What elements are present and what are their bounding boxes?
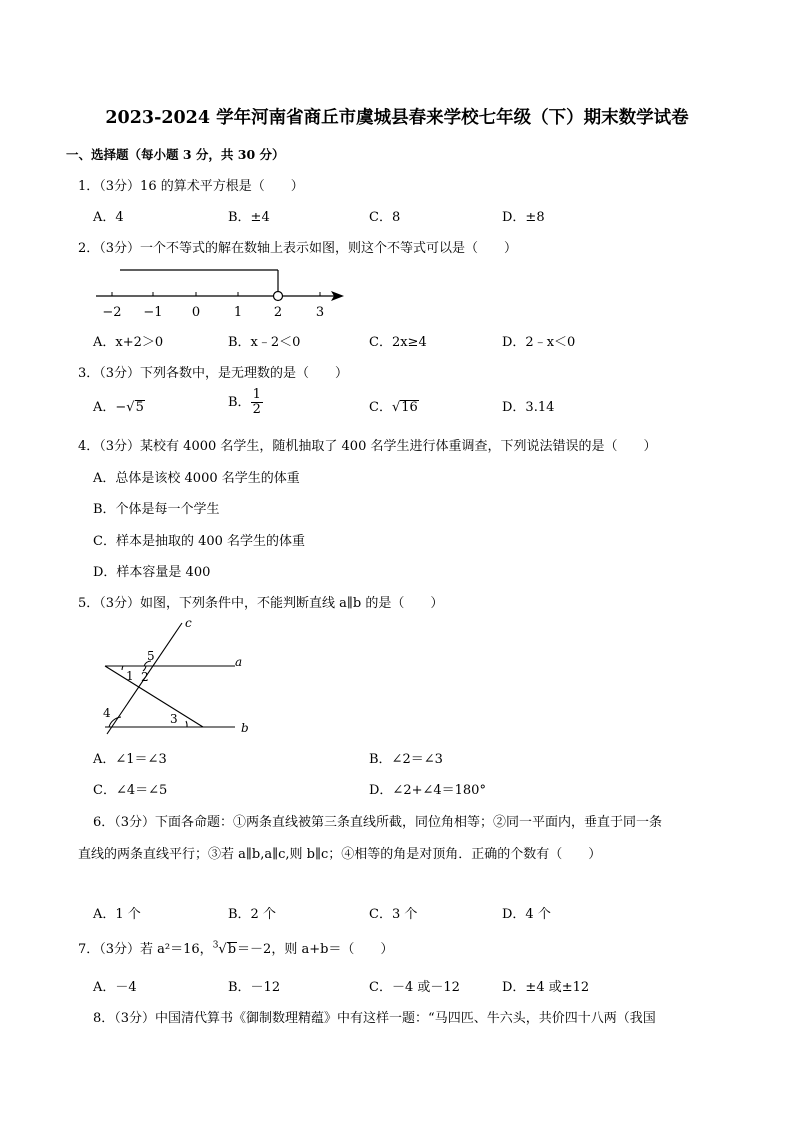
q3-option-c-prefix: C． (369, 400, 392, 415)
label-b: b (241, 721, 249, 735)
q7-stem-suffix: ＝－2，则 a+b＝（ ） (237, 942, 394, 957)
sqrt-sign: √ (391, 400, 401, 415)
q3-option-a-prefix: A．− (93, 400, 127, 415)
question-5-stem: 5．（3分）如图，下列条件中，不能判断直线 a∥b 的是（ ） (78, 596, 444, 611)
open-endpoint (274, 292, 283, 301)
question-6-line-2: 直线的两条直线平行；③若 a∥b,a∥c,则 b∥c；④相等的角是对顶角．正确的个数有（ ） (78, 847, 602, 862)
q3-option-c-radicand: 16 (401, 400, 418, 415)
q5-option-a: A．∠1＝∠3 (93, 752, 167, 767)
label-angle-1: 1 (126, 669, 134, 683)
section-heading-choice: 一、选择题（每小题 3 分，共 30 分） (66, 147, 285, 162)
exam-title: 2023-2024 学年河南省商丘市虞城县春来学校七年级（下）期末数学试卷 (105, 108, 689, 128)
transversal-line (105, 666, 203, 727)
q6-option-c: C．3 个 (369, 907, 418, 922)
question-7-stem (78, 938, 393, 957)
q3-option-a (93, 396, 145, 415)
q7-option-d: D．±4 或±12 (502, 980, 590, 995)
axis-label-1: 1 (233, 305, 243, 320)
q3-option-b-prefix: B． (228, 395, 251, 410)
label-c: c (185, 616, 192, 630)
q3-option-d: D．3.14 (502, 400, 555, 415)
q7-option-c: C．－4 或－12 (369, 980, 460, 995)
q1-option-a: A．4 (93, 210, 124, 225)
q2-option-d: D．2﹣x＜0 (502, 335, 576, 350)
q3-option-b (228, 388, 263, 417)
q1-option-c: C．8 (369, 210, 401, 225)
question-4-stem: 4．（3分）某校有 4000 名学生，随机抽取了 400 名学生进行体重调查，下列说法错误的是（ ） (78, 439, 657, 454)
question-1-stem: 1．（3分）16 的算术平方根是（ ） (78, 179, 304, 194)
fraction-one-half (251, 388, 263, 417)
axis-label-3: 3 (315, 305, 325, 320)
label-angle-3: 3 (170, 712, 178, 726)
q4-option-c: C．样本是抽取的 400 名学生的体重 (93, 534, 306, 549)
axis-label-neg1: −1 (143, 305, 163, 320)
question-2-stem: 2．（3分）一个不等式的解在数轴上表示如图，则这个不等式可以是（ ） (78, 241, 518, 256)
q5-option-c: C．∠4＝∠5 (93, 783, 168, 798)
q7-stem-prefix: 7．（3分）若 a²＝16， (78, 942, 213, 957)
sqrt-sign: √ (126, 400, 135, 415)
cube-root-radicand: b (227, 942, 237, 957)
q1-option-d: D．±8 (502, 210, 545, 225)
q6-option-b: B．2 个 (228, 907, 276, 922)
q4-option-d: D．样本容量是 400 (93, 565, 211, 580)
q6-option-d: D．4 个 (502, 907, 551, 922)
q4-option-b: B．个体是每一个学生 (93, 502, 220, 517)
cube-root-index: 3 (212, 940, 219, 951)
question-6-line-1: 6．（3分）下面各命题：①两条直线被第三条直线所截，同位角相等；②同一平面内，垂直于同一条 (93, 815, 663, 830)
q7-option-b: B．－12 (228, 980, 281, 995)
q5-option-b: B．∠2＝∠3 (369, 752, 443, 767)
label-angle-4: 4 (103, 706, 111, 720)
q2-option-c: C．2x≥4 (369, 335, 427, 350)
q1-option-b: B．±4 (228, 210, 270, 225)
question-3-stem: 3．（3分）下列各数中，是无理数的是（ ） (78, 366, 349, 381)
q3-option-a-radicand: 5 (135, 400, 144, 415)
q5-option-d: D．∠2+∠4＝180° (369, 783, 486, 798)
q6-option-a: A．1 个 (93, 907, 141, 922)
q3-option-c (369, 396, 419, 415)
root-sign: √ (218, 942, 227, 957)
angle-1-arc (122, 666, 123, 670)
label-angle-2: 2 (141, 670, 149, 684)
fraction-numerator: 1 (252, 387, 261, 402)
axis-label-neg2: −2 (102, 305, 122, 320)
number-line-figure (88, 262, 353, 322)
parallel-lines-figure (95, 613, 260, 738)
fraction-denominator: 2 (252, 402, 261, 417)
axis-label-2: 2 (273, 305, 283, 320)
question-8-line-1: 8．（3分）中国清代算书《御制数理精蕴》中有这样一题：“马四匹、牛六头，共价四十八两（我国 (93, 1011, 656, 1026)
label-angle-5: 5 (147, 649, 155, 663)
angle-3-arc (186, 721, 187, 727)
label-a: a (235, 655, 243, 669)
q4-option-a: A．总体是该校 4000 名学生的体重 (93, 471, 300, 486)
q7-option-a: A．－4 (93, 980, 137, 995)
q2-option-a: A．x+2＞0 (93, 335, 164, 350)
axis-label-0: 0 (191, 305, 201, 320)
q2-option-b: B．x﹣2＜0 (228, 335, 301, 350)
